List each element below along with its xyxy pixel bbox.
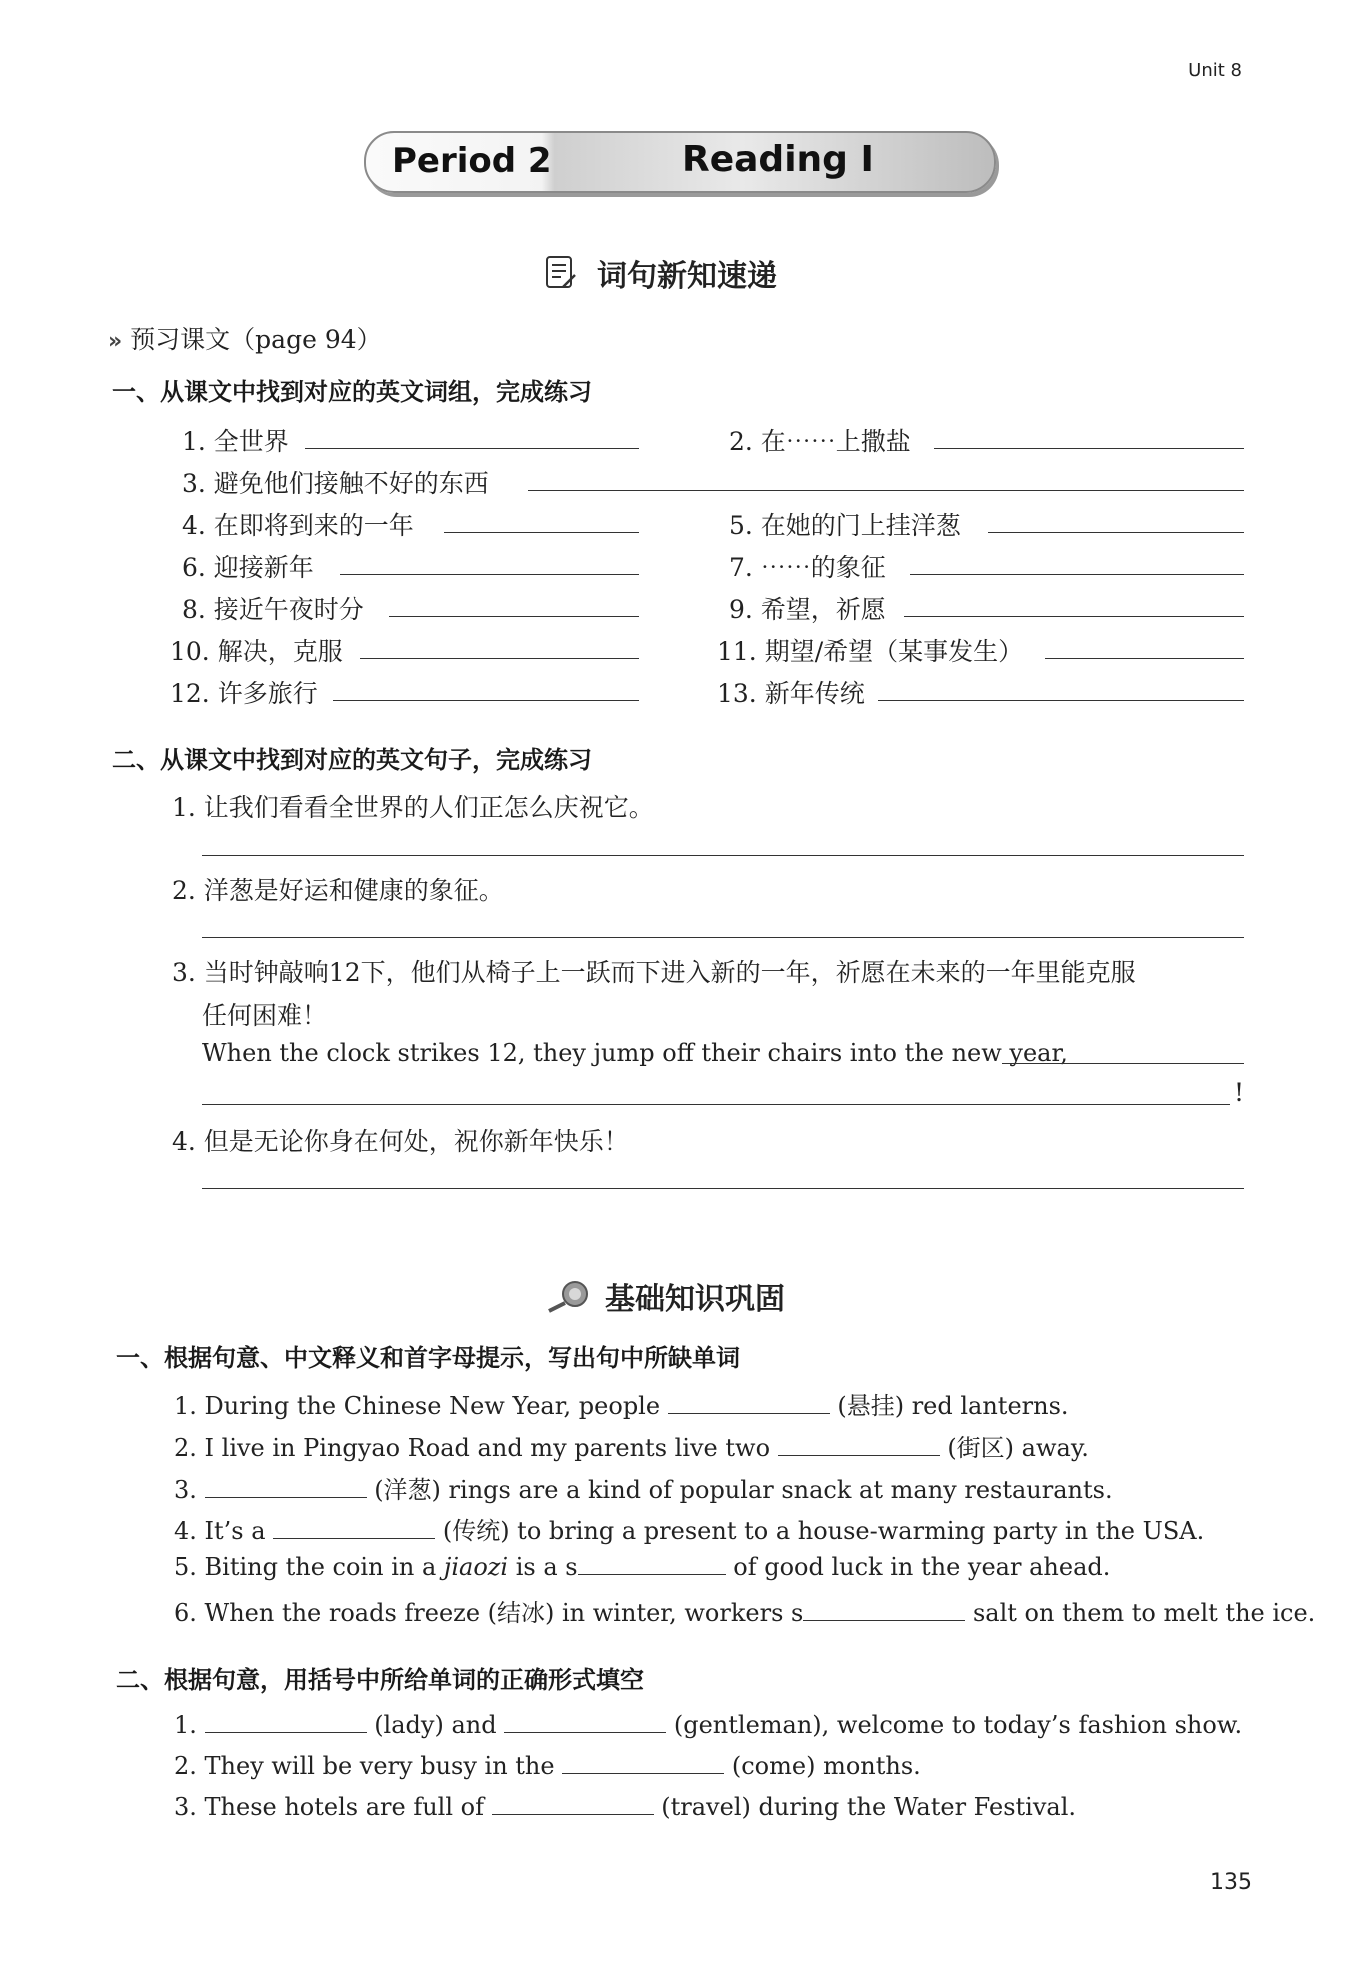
phrase-6: 6. 迎接新年 [182,553,314,582]
answer-line[interactable] [340,574,639,575]
ex2-item-1: 1. (lady) and (gentleman), welcome to today’s fashion show. [174,1711,1243,1739]
answer-line[interactable] [202,1188,1244,1189]
answer-line[interactable] [444,532,639,533]
sentence-3-cont: 任何困难！ [202,1001,328,1030]
blank[interactable] [562,1751,724,1774]
part1-title: 一、从课文中找到对应的英文词组，完成练习 [112,378,592,406]
ex1-item-2: 2. I live in Pingyao Road and my parents live two (街区) away. [174,1434,1089,1462]
section2-title: 基础知识巩固 [605,1282,785,1317]
section1-heading [545,251,777,295]
answer-line[interactable] [1045,658,1244,659]
sentence-1: 1. 让我们看看全世界的人们正怎么庆祝它。 [172,793,654,822]
preview-line [108,320,382,356]
sentence-2: 2. 洋葱是好运和健康的象征。 [172,876,504,905]
period-banner [364,131,996,193]
answer-line[interactable] [878,700,1244,701]
phrase-2: 2. 在⋯⋯上撒盐 [729,427,911,456]
answer-line[interactable] [305,448,639,449]
ex2-title: 二、根据句意，用括号中所给单词的正确形式填空 [116,1666,644,1694]
blank[interactable] [205,1475,367,1498]
exclamation-mark: ! [1234,1078,1245,1107]
ex1-item-5: 5. Biting the coin in a jiaozi is a s of good luck in the year ahead. [174,1553,1111,1581]
ex2-item-2: 2. They will be very busy in the (come) months. [174,1752,921,1780]
phrase-4: 4. 在即将到来的一年 [182,511,414,540]
sentence-3-english: When the clock strikes 12, they jump off their chairs into the new year, [202,1039,1068,1067]
part2-title: 二、从课文中找到对应的英文句子，完成练习 [112,746,592,774]
phrase-9: 9. 希望，祈愿 [729,595,886,624]
notepad-icon [545,255,579,291]
period-label: Period 2 [392,141,552,181]
section1-title: 词句新知速递 [597,259,777,294]
answer-line[interactable] [1002,1063,1244,1064]
phrase-12: 12. 许多旅行 [170,679,318,708]
blank[interactable] [578,1552,726,1575]
section2-heading [545,1274,785,1318]
page-number: 135 [1210,1870,1252,1895]
answer-line[interactable] [202,855,1244,856]
answer-line[interactable] [904,616,1244,617]
blank[interactable] [778,1433,940,1456]
ex1-item-3: 3. (洋葱) rings are a kind of popular snack at many restaurants. [174,1476,1113,1504]
ex1-title: 一、根据句意、中文释义和首字母提示，写出句中所缺单词 [116,1344,740,1372]
magnifier-icon [545,1278,593,1314]
blank[interactable] [668,1391,830,1414]
answer-line[interactable] [202,937,1244,938]
phrase-1: 1. 全世界 [182,427,289,456]
blank[interactable] [504,1710,666,1733]
phrase-13: 13. 新年传统 [717,679,865,708]
preview-text: 预习课文（page 94） [130,325,382,354]
answer-line[interactable] [934,448,1244,449]
blank[interactable] [273,1516,435,1539]
unit-label: Unit 8 [1188,60,1242,81]
phrase-10: 10. 解决，克服 [170,637,343,666]
blank[interactable] [803,1598,965,1621]
answer-line[interactable] [360,658,639,659]
answer-line[interactable] [389,616,639,617]
phrase-8: 8. 接近午夜时分 [182,595,364,624]
answer-line[interactable] [910,574,1244,575]
blank[interactable] [492,1792,654,1815]
answer-line[interactable] [202,1104,1230,1105]
phrase-5: 5. 在她的门上挂洋葱 [729,511,961,540]
sentence-4: 4. 但是无论你身在何处，祝你新年快乐！ [172,1127,629,1156]
ex1-item-1: 1. During the Chinese New Year, people (悬挂) red lanterns. [174,1392,1069,1420]
chevrons-icon: » [108,329,123,354]
reading-label: Reading I [682,139,874,180]
ex1-item-4: 4. It’s a (传统) to bring a present to a house-warming party in the USA. [174,1517,1205,1545]
sentence-3: 3. 当时钟敲响12下，他们从椅子上一跃而下进入新的一年，祈愿在未来的一年里能克服 [172,958,1136,987]
phrase-3: 3. 避免他们接触不好的东西 [182,469,489,498]
answer-line[interactable] [988,532,1244,533]
ex2-item-3: 3. These hotels are full of (travel) during the Water Festival. [174,1793,1077,1821]
phrase-7: 7. ⋯⋯的象征 [729,553,886,582]
ex1-item-6: 6. When the roads freeze (结冰) in winter, workers s salt on them to melt the ice. [174,1599,1316,1627]
blank[interactable] [205,1710,367,1733]
answer-line[interactable] [528,490,1244,491]
phrase-11: 11. 期望/希望（某事发生） [717,637,1024,666]
answer-line[interactable] [333,700,639,701]
